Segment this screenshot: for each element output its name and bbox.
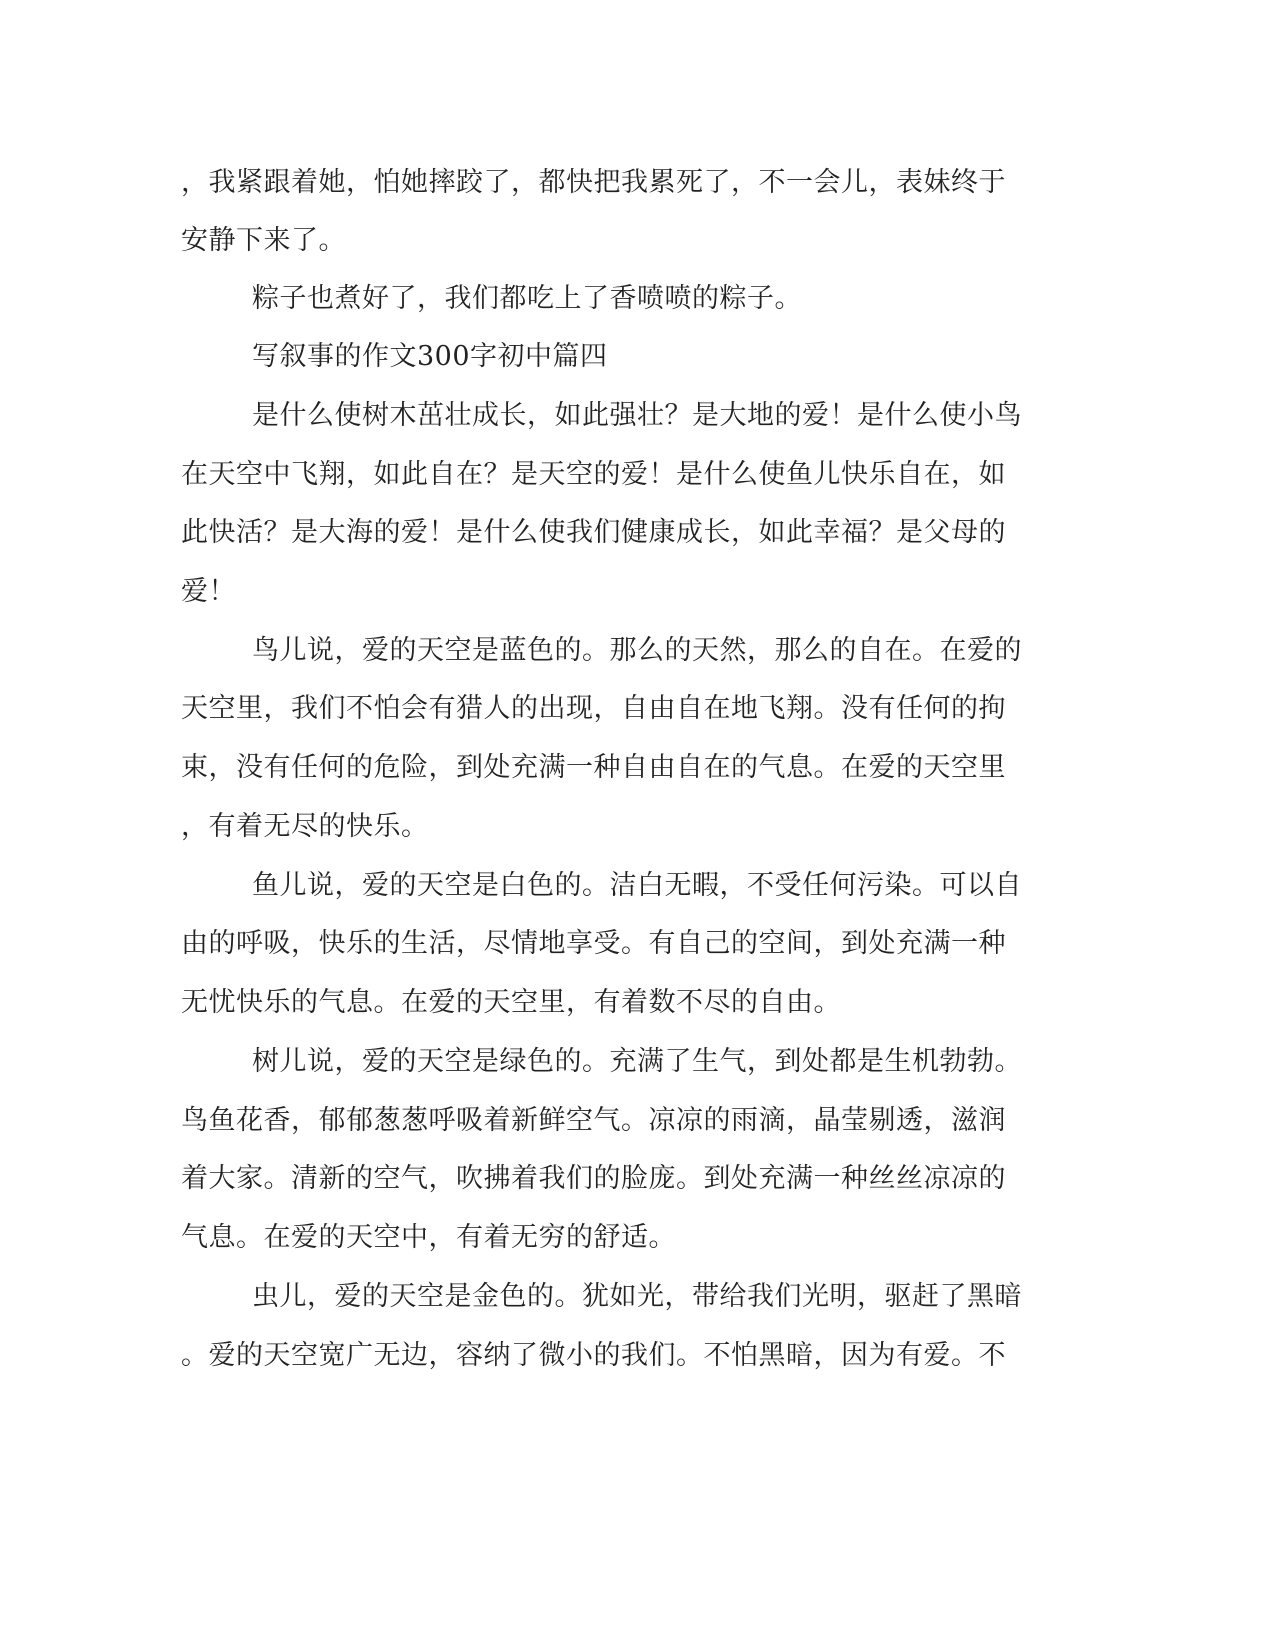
section-heading: 写叙事的作文300字初中篇四	[252, 341, 608, 372]
text-line: 爱！	[181, 576, 236, 607]
text-line: 此快活？是大海的爱！是什么使我们健康成长，如此幸福？是父母的	[181, 517, 1006, 548]
text-line: 着大家。清新的空气，吹拂着我们的脸庞。到处充满一种丝丝凉凉的	[181, 1163, 1006, 1194]
text-line: 。爱的天空宽广无边，容纳了微小的我们。不怕黑暗，因为有爱。不	[181, 1340, 1006, 1371]
text-line: 天空里，我们不怕会有猎人的出现，自由自在地飞翔。没有任何的拘	[181, 693, 1006, 724]
text-line: 由的呼吸，快乐的生活，尽情地享受。有自己的空间，到处充满一种	[181, 928, 1006, 959]
text-line: 气息。在爱的天空中，有着无穷的舒适。	[181, 1222, 676, 1253]
text-line: 在天空中飞翔，如此自在？是天空的爱！是什么使鱼儿快乐自在，如	[181, 459, 1006, 490]
text-line: 束，没有任何的危险，到处充满一种自由自在的气息。在爱的天空里	[181, 752, 1006, 783]
text-line: 鱼儿说，爱的天空是白色的。洁白无暇，不受任何污染。可以自	[252, 870, 1022, 901]
text-line: 树儿说，爱的天空是绿色的。充满了生气，到处都是生机勃勃。	[252, 1046, 1022, 1077]
text-line: 鸟儿说，爱的天空是蓝色的。那么的天然，那么的自在。在爱的	[252, 635, 1022, 666]
text-line: 是什么使树木茁壮成长，如此强壮？是大地的爱！是什么使小鸟	[252, 400, 1022, 431]
text-line: 粽子也煮好了，我们都吃上了香喷喷的粽子。	[252, 283, 802, 314]
text-line: ，我紧跟着她，怕她摔跤了，都快把我累死了，不一会儿，表妹终于	[181, 167, 1006, 198]
text-line: 无忧快乐的气息。在爱的天空里，有着数不尽的自由。	[181, 987, 841, 1018]
text-line: 鸟鱼花香，郁郁葱葱呼吸着新鲜空气。凉凉的雨滴，晶莹剔透，滋润	[181, 1105, 1006, 1136]
text-line: 安静下来了。	[181, 225, 346, 256]
text-line: 虫儿，爱的天空是金色的。犹如光，带给我们光明，驱赶了黑暗	[252, 1281, 1022, 1312]
text-line: ，有着无尽的快乐。	[181, 811, 429, 842]
